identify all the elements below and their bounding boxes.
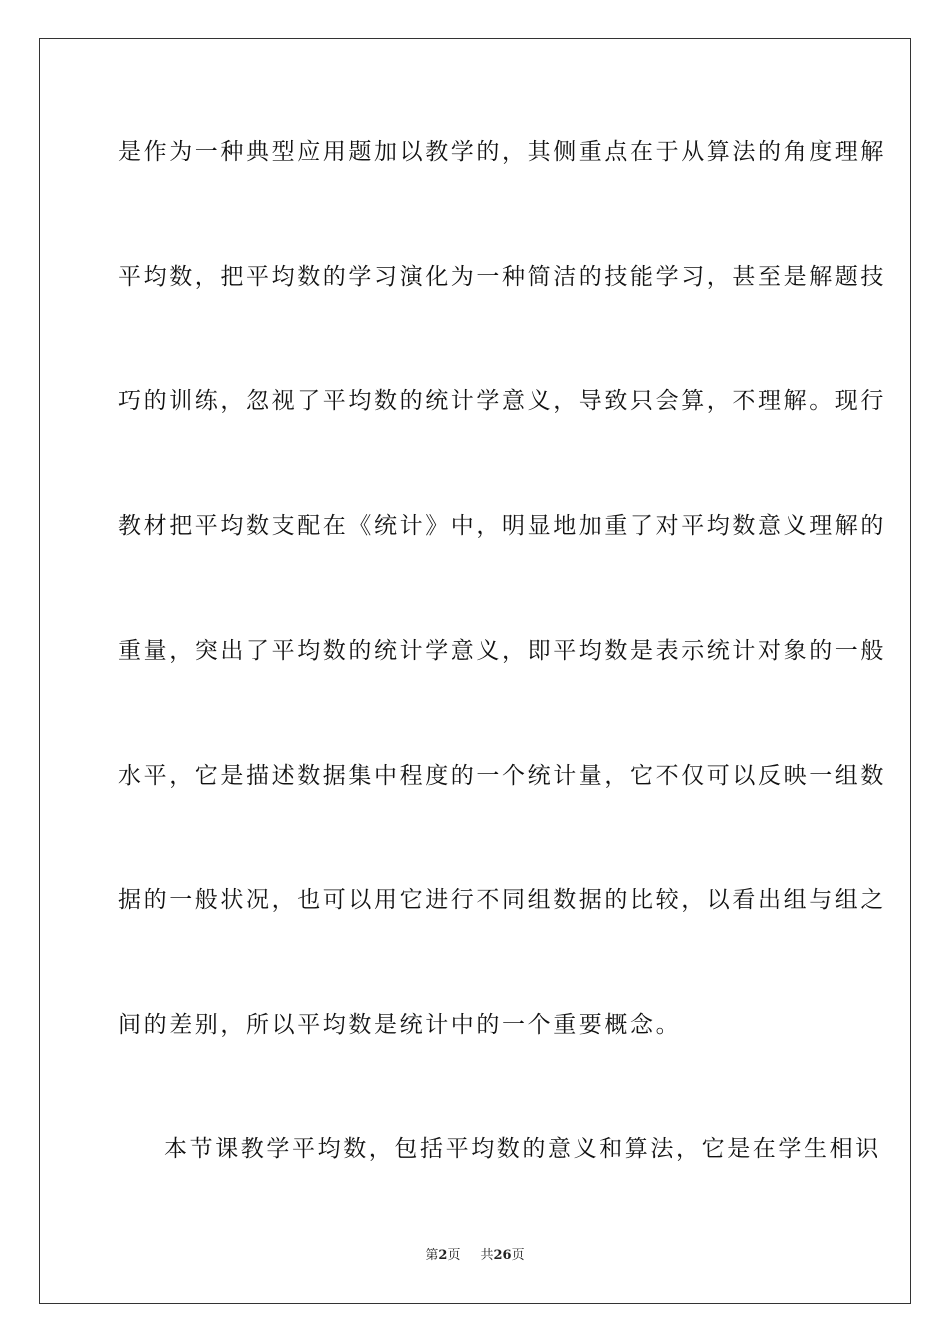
page-border — [39, 38, 911, 1304]
footer-page-prefix: 第 — [425, 1248, 439, 1263]
body-text-paragraph-start: 本节课教学平均数，包括平均数的意义和算法，它是在学生相识 — [164, 1136, 881, 1162]
body-text-line-4: 教材把平均数支配在《统计》中，明显地加重了对平均数意义理解的 — [118, 513, 886, 539]
page-footer — [0, 1248, 950, 1264]
footer-page-number: 2 — [438, 1248, 448, 1263]
body-text-line-6: 水平，它是描述数据集中程度的一个统计量，它不仅可以反映一组数 — [118, 763, 886, 789]
footer-total-suffix: 页 — [511, 1248, 525, 1263]
body-text-line-8: 间的差别，所以平均数是统计中的一个重要概念。 — [118, 1012, 682, 1038]
body-text-line-2: 平均数，把平均数的学习演化为一种简洁的技能学习，甚至是解题技 — [118, 264, 886, 290]
footer-total-prefix: 共 — [480, 1248, 494, 1263]
footer-total-number: 26 — [493, 1248, 512, 1263]
body-text-line-3: 巧的训练，忽视了平均数的统计学意义，导致只会算，不理解。现行 — [118, 388, 886, 414]
body-text-line-7: 据的一般状况，也可以用它进行不同组数据的比较，以看出组与组之 — [118, 887, 886, 913]
body-text-line-5: 重量，突出了平均数的统计学意义，即平均数是表示统计对象的一般 — [118, 638, 886, 664]
footer-page-suffix: 页 — [447, 1248, 461, 1263]
body-text-line-1: 是作为一种典型应用题加以教学的，其侧重点在于从算法的角度理解 — [118, 139, 886, 165]
